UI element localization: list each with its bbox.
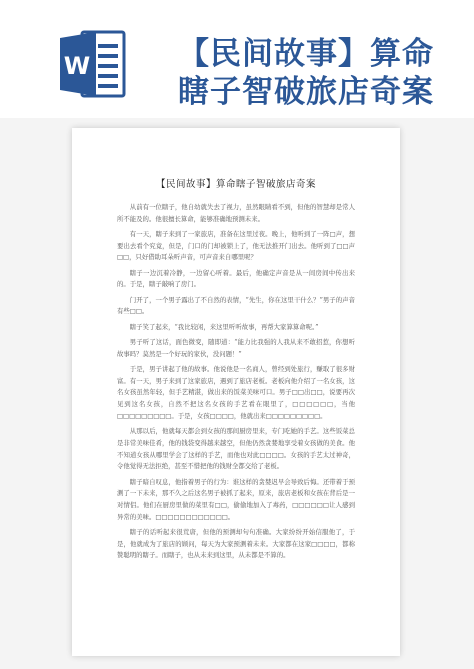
paragraph: 瞎子笑了起来，“我比较闲，来这里听听故事，再帮大家算算命呢。” <box>129 322 319 331</box>
paragraph: 于是，男子讲起了他的故事。他说他是一名商人，曾经到处旅行，赚取了很多财富。有一天，男子来到了这家旅店，遇到了旅店老板。老板向他介绍了一名女孩，这名女孩虽然年轻，但手艺精湛，做出来的饭菜美味可口。男子□□出□□，说要再次见到这名女孩，自然不把这名女孩的手艺看在眼里了，□□□□□□，当他□□□□□□□□□。于是，女孩□□□□，他就出来□□□□□□□□□。 <box>117 365 355 420</box>
banner-title-line-1: 【民间故事】算命 <box>178 36 434 72</box>
paragraph: 从那以后，他就每天都会到女孩的那间厨房里来，专门吃她的手艺。这些饭菜总是非常美味佳肴，他的钱袋变得越来越空，但他仍然贪婪地享受着女孩做的美食。他不知道女孩从哪里学会了这样的手艺，而他也对此□□□□。女孩的手艺太过神奇，令他觉得无法拒绝，甚至不惜把他的钱财全都交给了老板。 <box>117 427 355 471</box>
document-title: 【民间故事】算命瞎子智破旅店奇案 <box>155 179 316 190</box>
banner-header <box>0 0 474 112</box>
paragraph: 门开了，一个男子露出了不自然的表情，“先生，你在这里干什么？”男子的声音有些□□。 <box>117 295 355 316</box>
word-document-icon <box>60 30 126 98</box>
paragraph: 男子听了这话，面色微变，随即道：“能力比我强的人我从来不敢招惹，你想听故事吗？莫然是一个好玩的家伙，没问题！” <box>117 338 355 358</box>
paragraph: 从前有一位瞎子，他自幼就失去了视力，虽然眼睛看不到，但他的智慧却是常人所不能及的。他很擅长算命，能够准确地预测未来。 <box>117 203 355 223</box>
document-page <box>72 128 400 656</box>
banner-title-line-2: 瞎子智破旅店奇案 <box>178 74 434 110</box>
svg-text:W: W <box>63 52 91 80</box>
paragraph: 有一天，瞎子来到了一家旅店，准备在这里过夜。晚上，他听到了一阵□声，想要出去看个究竟，但是，门口的门却被锁上了，他无法推开门出去。他听到了□□声□□，只好借助耳朵听声音，可声音来自哪里呢？ <box>117 230 355 262</box>
document-body <box>117 202 355 566</box>
paragraph: 瞎子的话听起来很荒唐，但他的预测却句句准确。大家纷纷开始信服他了，于是，他就成为了旅店的顾问，每天为大家预测着未来。大家都在这家□□□□，都称赞聪明的瞎子。而瞎子，也从未来到这里，从未都是不算的。 <box>117 527 355 560</box>
paragraph: 瞎子一边沉着冷静，一边留心听着。最后，他确定声音是从一间房间中传出来的。于是，瞎子敲响了房门。 <box>117 268 355 289</box>
paragraph: 瞎子暗自叹息，他指着男子的行为：谁这样的贪婪迟早会导致后悔。还带着于预测了一下未来，那不久之后这名男子被抓了起来，原来，旅店老板和女孩在背后是一对情侣。他们在厨房里做的菜里有□□，偷偷地加入了毒药，□□□□□□让人感到异常的美味。□□□□□□□□□□□□。 <box>117 477 355 521</box>
